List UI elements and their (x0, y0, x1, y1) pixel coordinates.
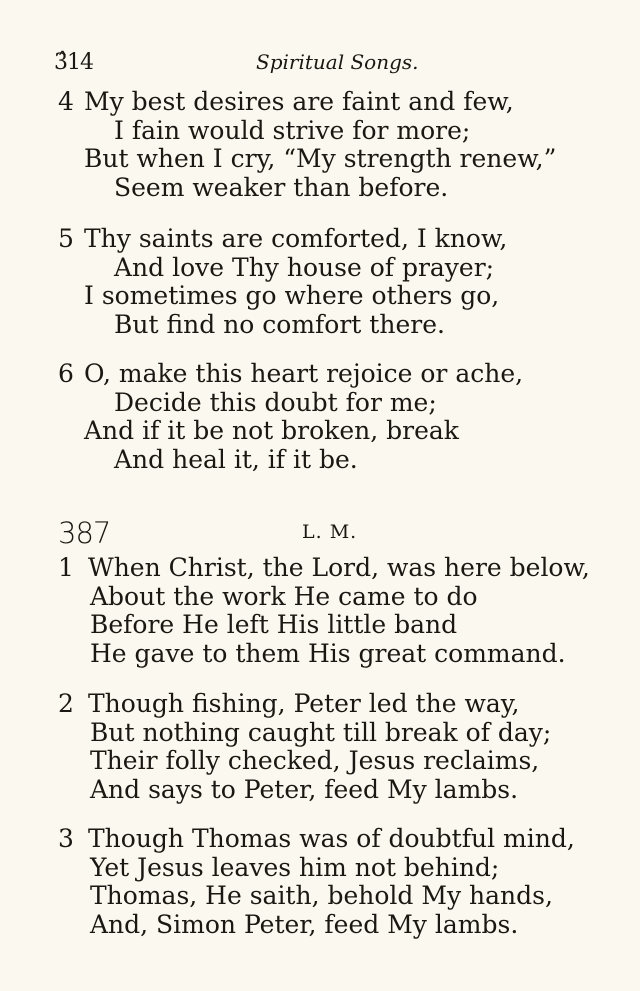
verse-line: I sometimes go where others go, (84, 281, 500, 310)
verse-line: My best desires are faint and few, (84, 87, 514, 116)
stanza-number: 1 (58, 553, 74, 582)
verse-line: But when I cry, “My strength renew,” (84, 144, 557, 173)
page-number: 3̂14 (54, 50, 93, 75)
stanza-number: 4 (58, 87, 74, 116)
stanza-number: 5 (58, 224, 74, 253)
hymn-heading (58, 516, 578, 552)
verse-line: And if it be not broken, break (84, 416, 459, 445)
verse-line: He gave to them His great command. (90, 638, 566, 668)
verse-line: Thy saints are comforted, I know, (84, 224, 508, 253)
verse-line: Yet Jesus leaves him not behind; (90, 852, 500, 882)
page-header (54, 50, 574, 80)
verse-line: And, Simon Peter, feed My lambs. (90, 909, 519, 939)
verse-line: Seem weaker than before. (114, 172, 449, 202)
verse-line: Though fishing, Peter led the way, (88, 689, 520, 718)
stanza-number: 6 (58, 359, 74, 388)
verse-line: About the work He came to do (90, 581, 478, 611)
verse-line: But nothing caught till break of day; (90, 717, 552, 747)
verse-line: O, make this heart rejoice or ache, (84, 359, 524, 388)
stanza-1 (58, 554, 590, 668)
verse-line: When Christ, the Lord, was here below, (88, 553, 590, 582)
verse-line: But find no comfort there. (114, 309, 445, 339)
hymn-number: 387 (58, 516, 111, 550)
verse-line: Decide this doubt for me; (114, 387, 437, 417)
verse-line: Though Thomas was of doubtful mind, (88, 824, 575, 853)
stanza-3 (58, 825, 575, 939)
stanza-4 (58, 88, 556, 202)
verse-line: And heal it, if it be. (114, 444, 358, 474)
verse-line: Before He left His little band (90, 610, 458, 639)
verse-line: And love Thy house of prayer; (114, 252, 495, 282)
verse-line: Thomas, He saith, behold My hands, (90, 881, 553, 910)
verse-line: I fain would strive for more; (114, 115, 471, 145)
stanza-2 (58, 690, 551, 804)
stanza-number: 3 (58, 824, 74, 853)
running-title: Spiritual Songs. (256, 50, 419, 74)
hymn-meter: L. M. (302, 521, 358, 543)
verse-line: Their folly checked, Jesus reclaims, (90, 746, 540, 775)
stanza-number: 2 (58, 689, 74, 718)
verse-line: And says to Peter, feed My lambs. (90, 774, 519, 804)
stanza-6 (58, 360, 523, 474)
stanza-5 (58, 225, 507, 339)
